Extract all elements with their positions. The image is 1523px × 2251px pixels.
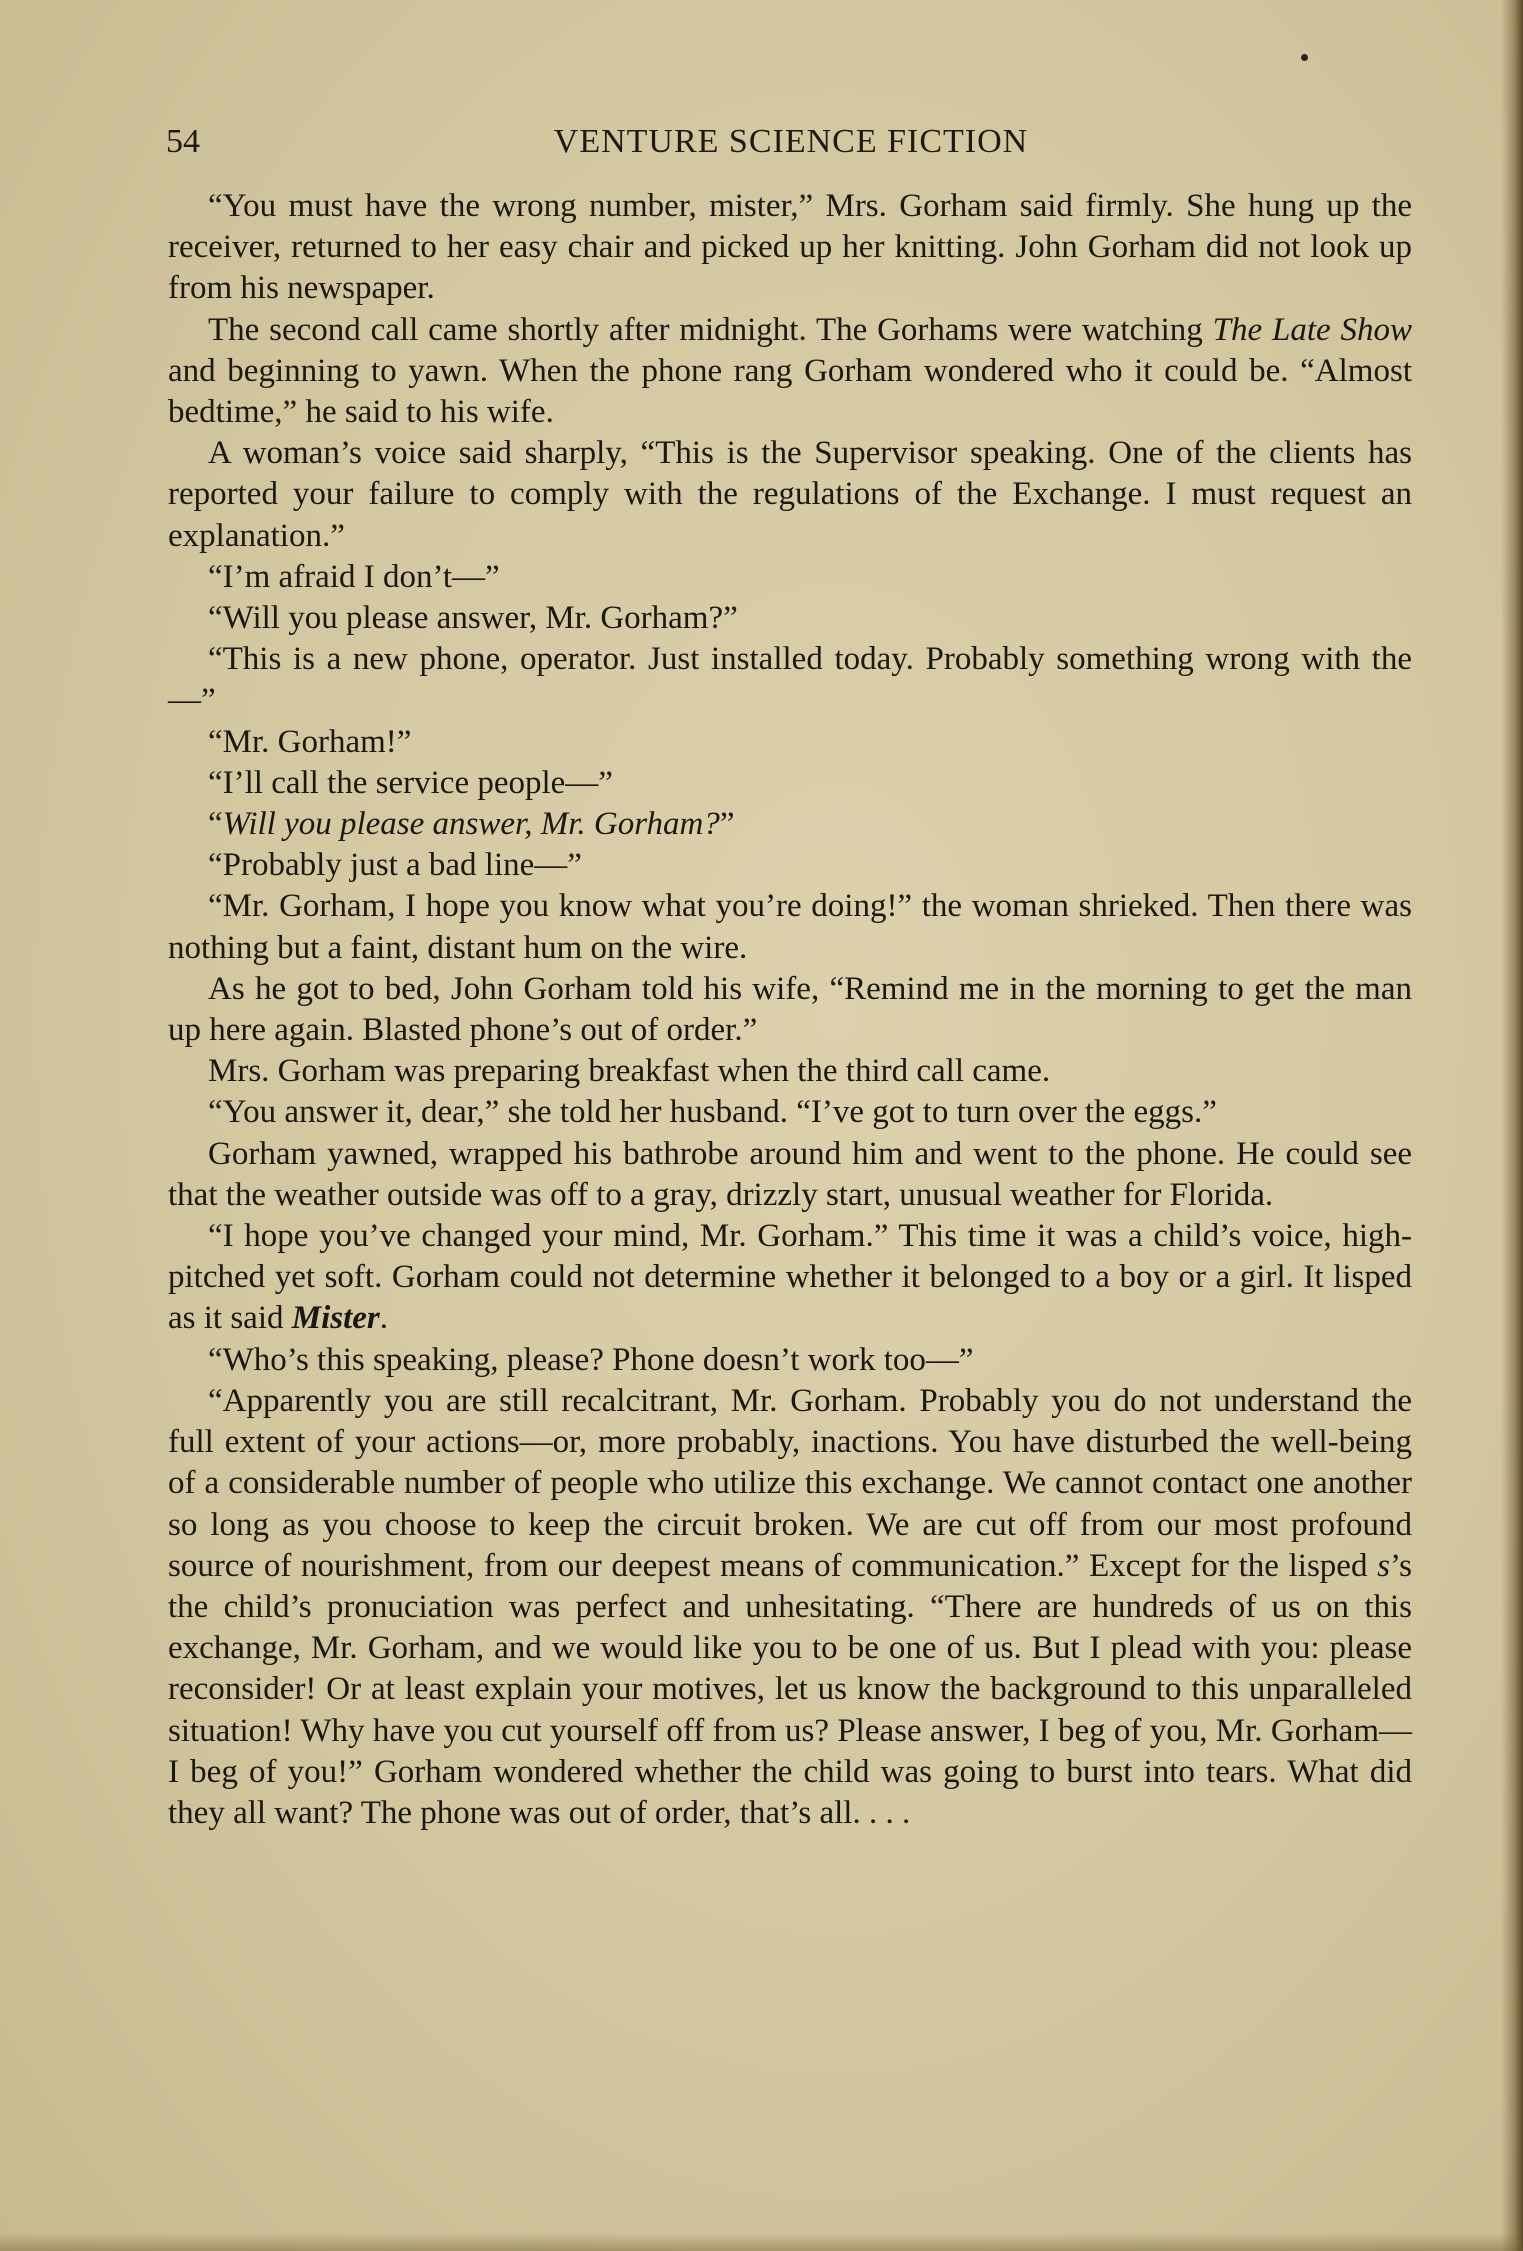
paragraph	[168, 1051, 1412, 1092]
paragraph	[168, 1381, 1412, 1834]
text-run: “Will you please answer, Mr. Gorham?”	[208, 600, 738, 637]
text-run: ”	[719, 806, 735, 843]
paragraph	[168, 1340, 1412, 1381]
text-run: A woman’s voice said sharply, “This is the Supervisor speaking. One of the clients has reported your failure to comply with the regulations of the Exchange. I must request an explanation.”	[168, 435, 1412, 554]
running-head	[166, 118, 1416, 166]
text-run: .	[379, 1300, 388, 1337]
body-text	[168, 186, 1412, 1834]
paragraph	[168, 763, 1412, 804]
paragraph	[168, 969, 1412, 1051]
text-run: As he got to bed, John Gorham told his wife, “Remind me in the morning to get the man up here again. Blasted phone’s out of order.”	[168, 970, 1412, 1049]
emphasized-text: Will you please answer, Mr. Gorham?	[222, 806, 720, 843]
ink-fleck	[1301, 54, 1308, 61]
text-run: “You answer it, dear,” she told her husband. “I’ve got to turn over the eggs.”	[208, 1094, 1217, 1131]
text-run: “Mr. Gorham!”	[208, 723, 412, 760]
paragraph	[168, 310, 1412, 434]
text-run: “Who’s this speaking, please? Phone doesn’t work too—”	[208, 1341, 974, 1378]
text-run: “I’m afraid I don’t—”	[208, 558, 500, 595]
text-run: “This is a new phone, operator. Just installed today. Probably something wrong with the—”	[168, 641, 1412, 719]
text-run: The second call came shortly after midnight. The Gorhams were watching	[208, 311, 1213, 348]
running-title: VENTURE SCIENCE FICTION	[553, 123, 1029, 160]
emphasized-text: Mister	[291, 1300, 380, 1337]
paragraph	[168, 1134, 1412, 1216]
text-run: “	[208, 806, 223, 843]
page-number: 54	[166, 123, 200, 160]
paragraph	[168, 886, 1412, 968]
paragraph	[168, 433, 1412, 557]
paragraph	[168, 845, 1412, 886]
paragraph	[168, 186, 1412, 310]
text-run: Gorham yawned, wrapped his bathrobe around him and went to the phone. He could see that the weather outside was off to a gray, drizzly start, unusual weather for Florida.	[168, 1135, 1412, 1213]
text-run: Mrs. Gorham was preparing breakfast when the third call came.	[208, 1053, 1051, 1090]
paragraph	[168, 722, 1412, 763]
text-run: and beginning to yawn. When the phone rang Gorham wondered who it could be. “Almost bedtime,” he said to his wife.	[168, 352, 1412, 431]
paragraph	[168, 557, 1412, 598]
text-run: “Apparently you are still recalcitrant, Mr. Gorham. Probably you do not understand the full extent of your actions—or, more probably, inactions. You have disturbed the well-being of a considerable number of people who utilize this exchange. We cannot contact one another so long as you choose to keep the circuit broken. We are cut off from our most profound source of nourishment, from our deepest means of communication.” Except for the lisped	[168, 1382, 1412, 1584]
text-run: “You must have the wrong number, mister,” Mrs. Gorham said firmly. She hung up the receiver, returned to her easy chair and picked up her knitting. John Gorham did not look up from his newspaper.	[168, 188, 1412, 307]
emphasized-text: s	[1377, 1547, 1390, 1584]
page-bottom-shadow	[0, 2233, 1523, 2251]
paragraph	[168, 598, 1412, 639]
text-run: ’s the child’s pronuciation was perfect and unhesitating. “There are hundreds of us on this exchange, Mr. Gorham, and we would like you to be one of us. But I plead with you: please reconsider! Or at least explain your motives, let us know the background to this unparalleled situation! Why have you cut yourself off from us? Please answer, I beg of you, Mr. Gorham—I beg of you!” Gorham wondered whether the child was going to burst into tears. What did they all want? The phone was out of order, that’s all. . . .	[168, 1547, 1412, 1831]
page-edge-shadow	[1501, 0, 1523, 2251]
emphasized-text: The Late Show	[1212, 311, 1413, 348]
text-run: “I’ll call the service people—”	[208, 764, 613, 801]
paragraph	[168, 639, 1412, 721]
paragraph	[168, 1216, 1412, 1340]
text-run: “Probably just a bad line—”	[208, 847, 582, 884]
text-run: “I hope you’ve changed your mind, Mr. Gorham.” This time it was a child’s voice, high-pitched yet soft. Gorham could not determine whether it belonged to a boy or a girl. It lisped as it said	[168, 1218, 1412, 1337]
text-run: “Mr. Gorham, I hope you know what you’re doing!” the woman shrieked. Then there was nothing but a faint, distant hum on the wire.	[168, 888, 1412, 966]
paragraph	[168, 1092, 1412, 1133]
paragraph	[168, 804, 1412, 845]
